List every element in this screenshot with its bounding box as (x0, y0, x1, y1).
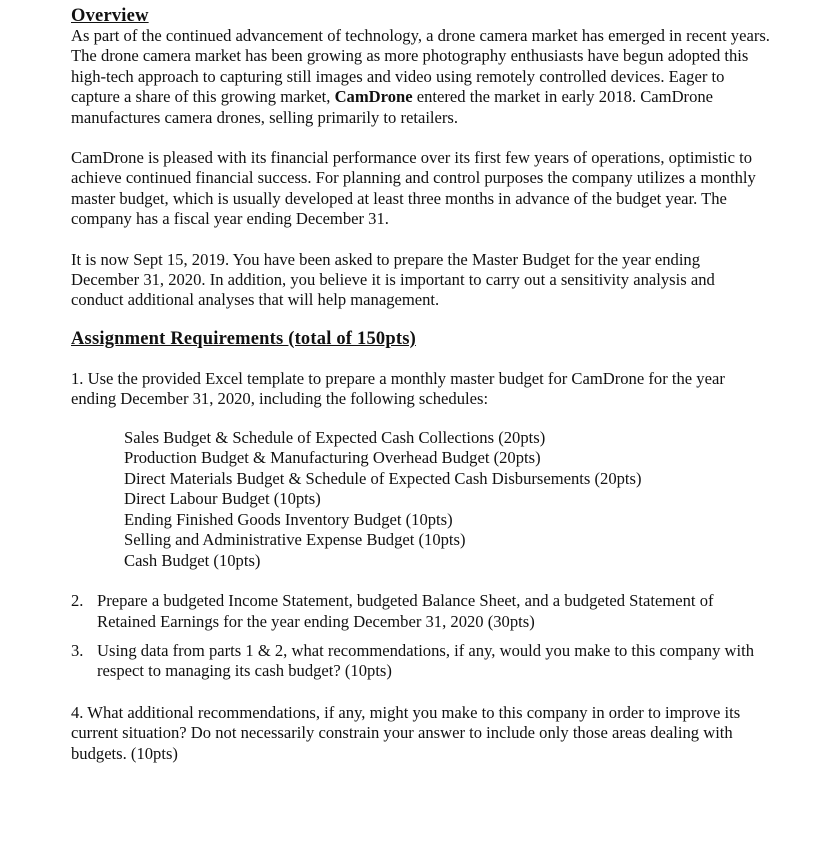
overview-heading: Overview (71, 6, 149, 26)
overview-paragraph-1 (71, 26, 771, 128)
requirement-text: Prepare a budgeted Income Statement, budgeted Balance Sheet, and a budgeted Statement of Retained Earnings for the year ending December 31, 2020 (30pts) (97, 591, 714, 631)
company-name-bold: CamDrone (334, 87, 413, 107)
overview-paragraph-2: CamDrone is pleased with its financial performance over its first few years of operations, optimistic to achieve continued financial success. For planning and control purposes the company utilizes a monthly master budget, which is usually developed at least three months in advance of the budget year. The company has a fiscal year ending December 31. (71, 148, 756, 229)
schedules-list (71, 428, 771, 572)
requirement-number: 2. (71, 591, 84, 611)
requirement-number: 3. (71, 641, 84, 660)
document-page (71, 6, 771, 764)
schedule-item: Sales Budget & Schedule of Expected Cash Collections (20pts) (124, 427, 546, 447)
overview-paragraph-1-end: entered the market in early 2018. CamDrone manufactures camera drones, selling primarily to retailers. (71, 87, 714, 127)
schedule-item: Cash Budget (10pts) (124, 550, 261, 570)
schedule-item: Production Budget & Manufacturing Overhead Budget (20pts) (124, 448, 541, 468)
schedule-item: Selling and Administrative Expense Budget (10pts) (124, 530, 466, 550)
requirement-3 (71, 641, 771, 682)
schedule-item: Direct Labour Budget (10pts) (124, 489, 321, 509)
schedule-item: Ending Finished Goods Inventory Budget (10pts) (124, 509, 453, 529)
schedule-item: Direct Materials Budget & Schedule of Expected Cash Disbursements (20pts) (124, 468, 642, 488)
requirement-4: 4. What additional recommendations, if any, might you make to this company in order to improve its current situation? Do not necessarily constrain your answer to include only those areas dealing with budgets. (10pts) (71, 702, 741, 763)
requirement-text: Using data from parts 1 & 2, what recommendations, if any, would you make to this company with respect to managing its cash budget? (10pts) (97, 641, 755, 681)
requirements-heading: Assignment Requirements (total of 150pts) (71, 328, 416, 349)
overview-paragraph-1-start: As part of the continued advancement of technology, a drone camera market has emerged in recent years. The drone camera market has been growing as more photography enthusiasts have begun adopted this high-tech approach to capturing still images and video using remotely controlled devices. Eager to capture a share of this growing market, (71, 26, 770, 107)
numbered-requirements (71, 591, 771, 682)
requirement-1: 1. Use the provided Excel template to prepare a monthly master budget for CamDrone for the year ending December 31, 2020, including the following schedules: (71, 368, 725, 409)
requirement-2 (71, 591, 771, 632)
overview-paragraph-3: It is now Sept 15, 2019. You have been asked to prepare the Master Budget for the year ending December 31, 2020. In addition, you believe it is important to carry out a sensitivity analysis and conduct additional analyses that will help management. (71, 249, 715, 310)
